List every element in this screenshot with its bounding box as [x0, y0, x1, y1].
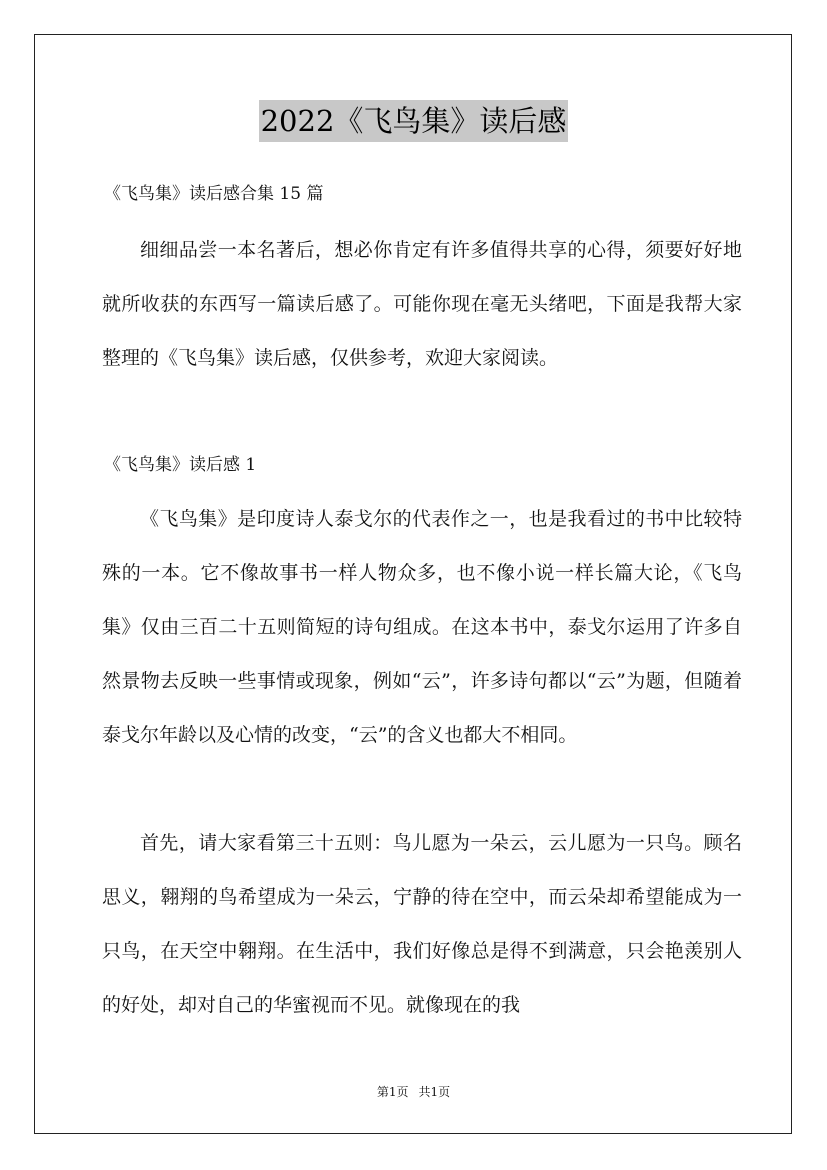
document-title: 2022《飞鸟集》读后感	[259, 100, 569, 142]
document-subtitle: 《飞鸟集》读后感合集 15 篇	[104, 184, 324, 204]
body-paragraph: 首先，请大家看第三十五则：鸟儿愿为一朵云，云儿愿为一只鸟。顾名思义，翱翔的鸟希望成为一朵云，宁静的待在空中，而云朵却希望能成为一只鸟，在天空中翱翔。在生活中，我们好像总是得不到满意，只会艳羡别人的好处，却对自己的华蜜视而不见。就像现在的我	[102, 832, 742, 1016]
page-number: 第1页	[376, 1085, 409, 1099]
body-paragraph: 《飞鸟集》是印度诗人泰戈尔的代表作之一，也是我看过的书中比较特殊的一本。它不像故事书一样人物众多，也不像小说一样长篇大论，《飞鸟集》仅由三百二十五则简短的诗句组成。在这本书中，泰戈尔运用了许多自然景物去反映一些事情或现象，例如“云”，许多诗句都以“云”为题，但随着泰戈尔年龄以及心情的改变，“云”的含义也都大不相同。	[102, 508, 742, 746]
page-footer	[0, 1082, 827, 1102]
page-total: 共1页	[418, 1085, 451, 1099]
intro-paragraph: 细细品尝一本名著后，想必你肯定有许多值得共享的心得，须要好好地就所收获的东西写一篇读后感了。可能你现在毫无头绪吧，下面是我帮大家整理的《飞鸟集》读后感，仅供参考，欢迎大家阅读。	[102, 239, 742, 369]
section-heading: 《飞鸟集》读后感 1	[104, 455, 257, 475]
title-container	[0, 100, 827, 142]
